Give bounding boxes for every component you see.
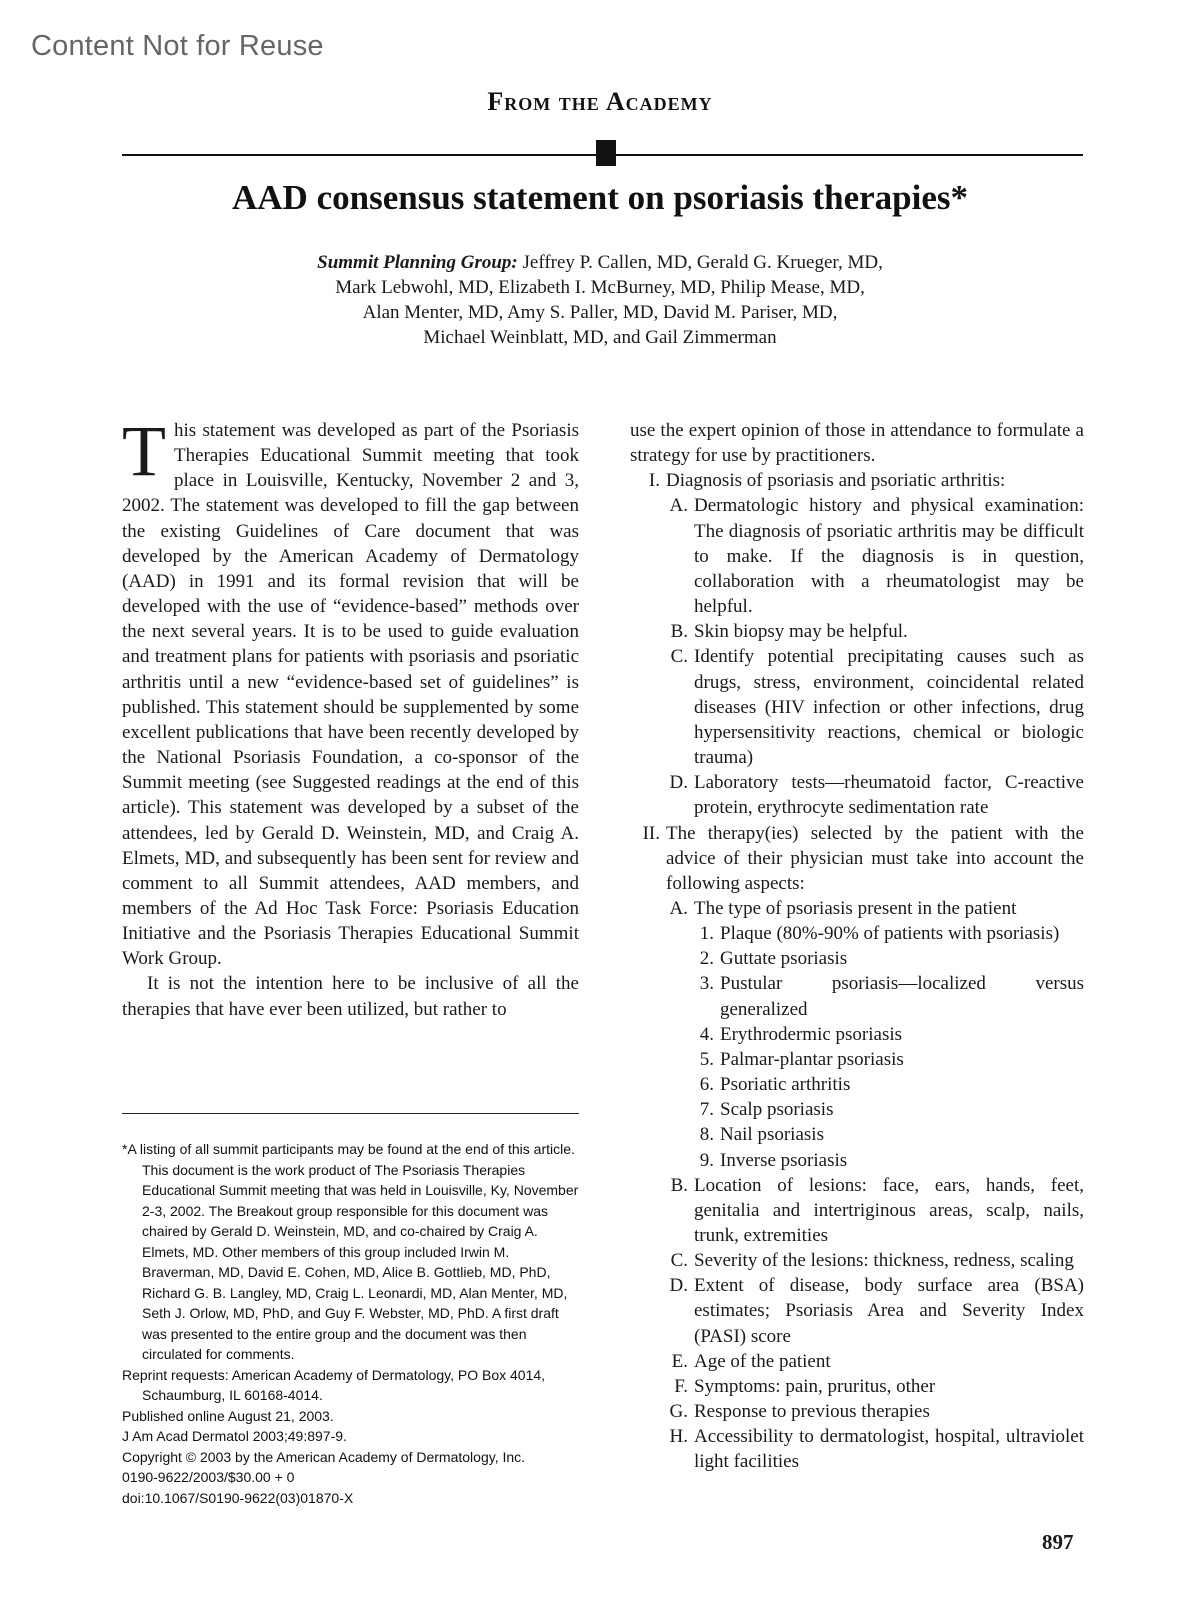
- outline-marker: B.: [670, 1174, 688, 1196]
- outline-item-ii: [630, 821, 1084, 896]
- footnote-block: [122, 1139, 582, 1508]
- outline-marker: 8.: [699, 1124, 714, 1146]
- body-paragraph-2: It is not the intention here to be inclusive of all the therapies that have ever been utilized, but rather to: [122, 973, 579, 1020]
- outline-text: Diagnosis of psoriasis and psoriatic arthritis:: [666, 470, 1006, 492]
- outline-marker: 5.: [699, 1048, 714, 1070]
- section-label: From the Academy: [487, 87, 713, 116]
- outline-text: Pustular psoriasis—localized versus generalized: [720, 973, 1084, 1020]
- outline-text: Response to previous therapies: [694, 1401, 930, 1423]
- outline-text: Laboratory tests—rheumatoid factor, C-reactive protein, erythrocyte sedimentation rate: [694, 772, 1084, 819]
- author-names-1: Jeffrey P. Callen, MD, Gerald G. Krueger, MD,: [522, 252, 883, 273]
- article-title: AAD consensus statement on psoriasis therapies*: [232, 178, 968, 217]
- outline-item: [630, 1173, 1084, 1248]
- outline-text: Palmar-plantar psoriasis: [720, 1048, 904, 1070]
- psoriasis-type-item: [630, 971, 1084, 1021]
- psoriasis-type-item: [630, 921, 1084, 946]
- outline-marker: E.: [671, 1350, 688, 1372]
- outline-text: Accessibility to dermatologist, hospital, ultraviolet light facilities: [694, 1426, 1084, 1473]
- outline-text: Skin biopsy may be helpful.: [694, 621, 908, 643]
- author-block: [200, 250, 1000, 350]
- outline-marker: 6.: [699, 1074, 714, 1096]
- outline-text: Inverse psoriasis: [720, 1149, 848, 1171]
- psoriasis-type-item: [630, 1148, 1084, 1173]
- outline-marker: H.: [669, 1426, 688, 1448]
- body-paragraph-2-continued: use the expert opinion of those in attendance to formulate a strategy for use by practitioners.: [630, 420, 1084, 467]
- outline-text: Erythrodermic psoriasis: [720, 1023, 903, 1045]
- outline-item: [630, 1349, 1084, 1374]
- watermark: Content Not for Reuse: [31, 30, 324, 62]
- outline-marker: D.: [669, 1275, 688, 1297]
- author-line-4: Michael Weinblatt, MD, and Gail Zimmerman: [423, 327, 777, 348]
- outline-marker: B.: [670, 621, 688, 643]
- paragraph-1-text: his statement was developed as part of the Psoriasis Therapies Educational Summit meeting that took place in Louisville, Kentucky, November 2 and 3, 2002. The statement was developed to fill the gap between the existing Guidelines of Care document that was developed by the American Academy of Dermatology (AAD) in 1991 and its formal revision that will be developed with the use of “evidence-based” methods over the next several years. It is to be used to guide evaluation and treatment plans for patients with psoriasis and psoriatic arthritis until a new “evidence-based set of guidelines” is published. This statement should be supplemented by some excellent publications that have been recently developed by the National Psoriasis Foundation, a co-sponsor of the Summit meeting (see Suggested readings at the end of this article). This statement was developed by a subset of the attendees, led by Gerald D. Weinstein, MD, and Craig A. Elmets, MD, and subsequently has been sent for review and comment to all Summit attendees, AAD members, and members of the Ad Hoc Task Force: Psoriasis Education Initiative and the Psoriasis Therapies Educational Summit Work Group.: [122, 420, 579, 970]
- author-line-3: Alan Menter, MD, Amy S. Paller, MD, David M. Pariser, MD,: [362, 302, 838, 323]
- author-group-label: Summit Planning Group:: [317, 252, 518, 273]
- right-column: [630, 418, 1084, 1475]
- outline-item: [630, 1424, 1084, 1474]
- outline-marker: 3.: [699, 973, 714, 995]
- body-paragraph-1: [122, 411, 579, 971]
- outline-text: Extent of disease, body surface area (BSA) estimates; Psoriasis Area and Severity Index (PASI) score: [694, 1275, 1084, 1347]
- outline-text: Location of lesions: face, ears, hands, feet, genitalia and intertriginous areas, scalp, nails, trunk, extremities: [694, 1174, 1084, 1246]
- footnote-issn: 0190-9622/2003/$30.00 + 0: [122, 1469, 295, 1485]
- outline-item: [630, 619, 1084, 644]
- psoriasis-type-item: [630, 1072, 1084, 1097]
- outline-text: Symptoms: pain, pruritus, other: [694, 1375, 936, 1397]
- outline-marker: D.: [669, 772, 688, 794]
- outline-text: The therapy(ies) selected by the patient with the advice of their physician must take into account the following aspects:: [666, 822, 1084, 894]
- outline-text: Scalp psoriasis: [720, 1099, 834, 1121]
- psoriasis-type-item: [630, 1122, 1084, 1147]
- outline-marker: 4.: [699, 1023, 714, 1045]
- outline-marker: II.: [642, 822, 660, 844]
- outline-text: Identify potential precipitating causes such as drugs, stress, environment, coincidental related diseases (HIV infection or other infections, drug hypersensitivity reactions, chemical or biologic trauma): [694, 646, 1084, 769]
- outline-item: [630, 644, 1084, 770]
- author-line-2: Mark Lebwohl, MD, Elizabeth I. McBurney, MD, Philip Mease, MD,: [335, 277, 865, 298]
- footnote-reprint: Reprint requests: American Academy of Dermatology, PO Box 4014, Schaumburg, IL 60168-4014.: [122, 1366, 546, 1403]
- outline-item: [630, 1374, 1084, 1399]
- outline-item: [630, 770, 1084, 820]
- outline-text: Dermatologic history and physical examination: The diagnosis of psoriatic arthritis may be difficult to make. If the diagnosis is in question, collaboration with a rheumatologist may be helpful.: [694, 495, 1084, 618]
- outline-text: Plaque (80%-90% of patients with psoriasis): [720, 923, 1060, 945]
- left-column: [122, 411, 579, 1022]
- outline-marker: A.: [669, 495, 688, 517]
- footnote-doi: doi:10.1067/S0190-9622(03)01870-X: [122, 1489, 354, 1506]
- outline-marker: G.: [669, 1401, 688, 1423]
- outline-marker: F.: [674, 1375, 688, 1397]
- footnote-copyright: Copyright © 2003 by the American Academy of Dermatology, Inc.: [122, 1448, 526, 1465]
- outline-marker: I.: [648, 470, 660, 492]
- outline-text: Guttate psoriasis: [720, 948, 848, 970]
- outline-marker: 1.: [699, 923, 714, 945]
- outline-text: Psoriatic arthritis: [720, 1074, 851, 1096]
- outline-item: [630, 493, 1084, 619]
- footnote-rule: [122, 1113, 579, 1114]
- outline: [630, 468, 1084, 1474]
- psoriasis-type-item: [630, 1097, 1084, 1122]
- outline-marker: C.: [670, 646, 688, 668]
- header-rule-marker: [596, 140, 616, 166]
- outline-text: Age of the patient: [694, 1350, 831, 1372]
- drop-cap: T: [122, 411, 166, 491]
- outline-item: [630, 1248, 1084, 1273]
- footnote-published: Published online August 21, 2003.: [122, 1407, 334, 1424]
- outline-item-i: [630, 468, 1084, 493]
- psoriasis-type-item: [630, 1022, 1084, 1047]
- footnote-note: *A listing of all summit participants may be found at the end of this article. This document is the work product of The Psoriasis Therapies Educational Summit meeting that was held in Louisville, Ky, November 2-3, 2002. The Breakout group responsible for this document was chaired by Gerald D. Weinstein, MD, and co-chaired by Craig A. Elmets, MD. Other members of this group included Irwin M. Braverman, MD, David E. Cohen, MD, Alice B. Gottlieb, MD, PhD, Richard G. B. Langley, MD, Craig L. Leonardi, MD, Alan Menter, MD, Seth J. Orlow, MD, PhD, and Guy F. Webster, MD, PhD. A first draft was presented to the entire group and the document was then circulated for comments.: [122, 1141, 579, 1362]
- outline-marker: C.: [670, 1250, 688, 1272]
- page-number: 897: [1042, 1530, 1074, 1554]
- outline-item: [630, 1399, 1084, 1424]
- outline-item: [630, 1273, 1084, 1348]
- author-line-1: [200, 250, 1000, 275]
- psoriasis-type-item: [630, 1047, 1084, 1072]
- outline-marker: 9.: [699, 1149, 714, 1171]
- outline-marker: 2.: [699, 948, 714, 970]
- outline-marker: A.: [669, 897, 688, 919]
- outline-text: Nail psoriasis: [720, 1124, 824, 1146]
- outline-marker: 7.: [699, 1099, 714, 1121]
- outline-item: [630, 896, 1084, 921]
- outline-text: Severity of the lesions: thickness, redness, scaling: [694, 1250, 1074, 1272]
- footnote-citation: J Am Acad Dermatol 2003;49:897-9.: [122, 1428, 347, 1444]
- psoriasis-type-item: [630, 946, 1084, 971]
- outline-text: The type of psoriasis present in the patient: [694, 897, 1017, 919]
